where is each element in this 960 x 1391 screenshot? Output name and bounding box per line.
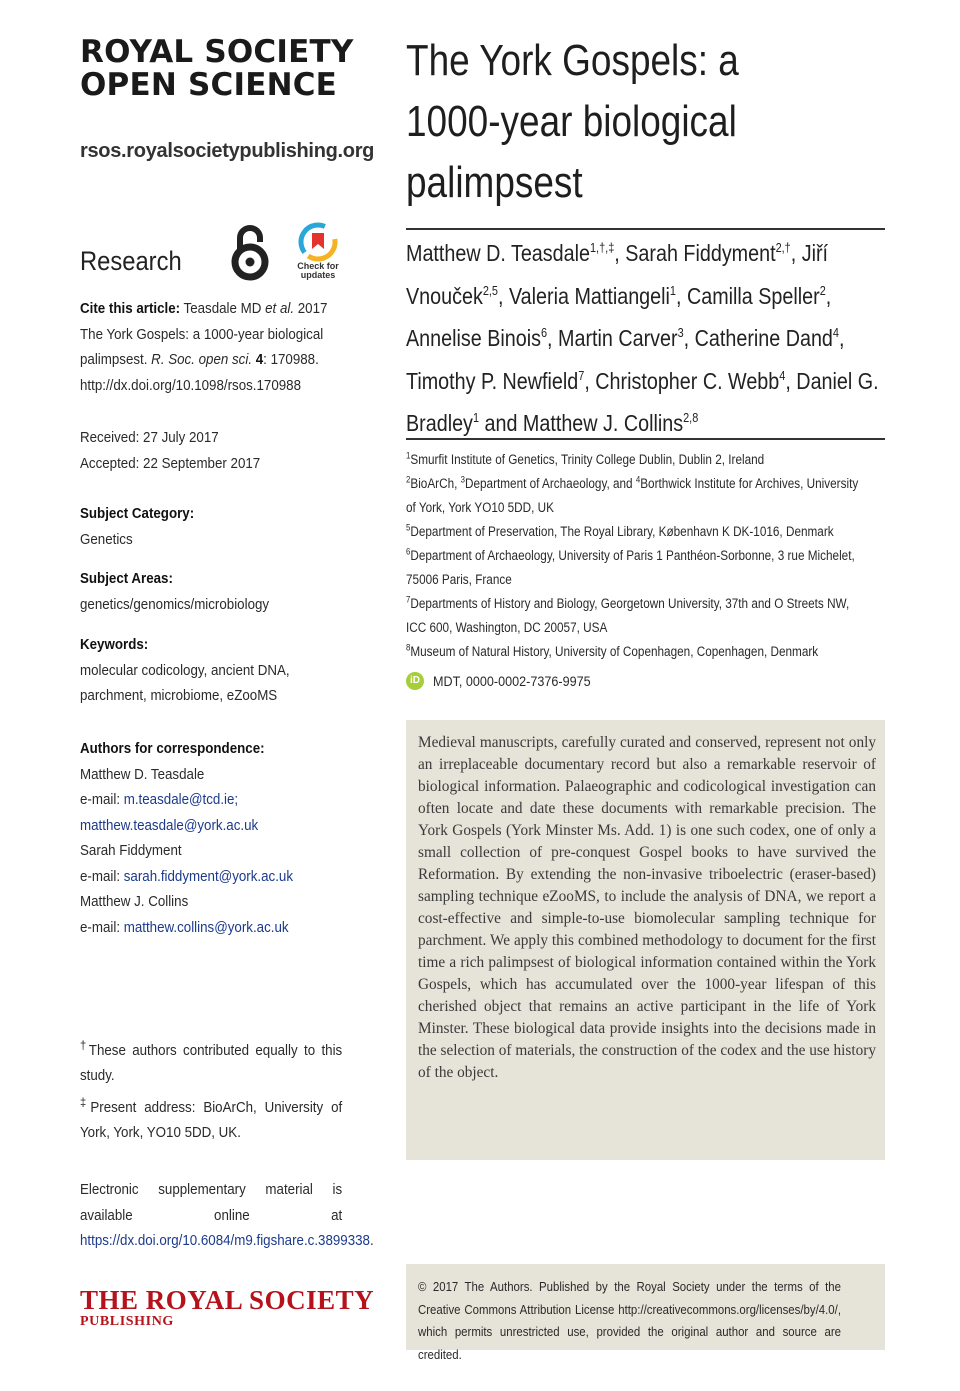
author-affiliation-mark: 7 — [578, 367, 585, 383]
publisher-subname: PUBLISHING — [80, 1314, 174, 1329]
correspondence — [80, 737, 347, 941]
check-updates-icon — [298, 222, 338, 262]
cite-label: Cite this article: — [80, 301, 181, 317]
author-name: Daniel G. Bradley — [406, 367, 879, 436]
affiliation-mark: 7 — [406, 594, 411, 605]
affiliation-5 — [406, 520, 867, 544]
open-access-icon — [229, 222, 271, 282]
publisher-name: THE ROYAL SOCIETY — [80, 1285, 375, 1315]
affiliations — [406, 448, 867, 664]
author-name: Sarah Fiddyment — [625, 240, 776, 266]
author-name: Camilla Speller — [686, 282, 820, 309]
author-name: Annelise Binois — [406, 325, 541, 351]
keywords — [80, 633, 347, 710]
article-dates — [80, 426, 260, 477]
dagger-mark: † — [80, 1038, 89, 1052]
email-prefix: e-mail: — [80, 919, 124, 936]
affiliation-mark: 5 — [406, 522, 411, 533]
affiliation-text: BioArCh, — [410, 476, 461, 491]
cite-volume: 4 — [252, 352, 264, 368]
email-link[interactable]: m.teasdale@tcd.ie; — [123, 792, 239, 808]
affiliation-mark: 8 — [406, 642, 411, 653]
title-line-3: palimpsest — [406, 158, 583, 207]
check-updates-label-2: updates — [300, 270, 336, 280]
affiliation-8 — [406, 640, 867, 664]
cite-doi-link[interactable]: http://dx.doi.org/10.1098/rsos.170988 — [80, 377, 302, 394]
author-separator: , — [838, 325, 845, 351]
check-for-updates-badge[interactable] — [290, 222, 346, 284]
author-separator: , — [825, 282, 832, 309]
affiliation-2-3-4 — [406, 472, 867, 520]
subject-areas-value: genetics/genomics/microbiology — [80, 596, 270, 613]
author-email-row — [80, 865, 347, 891]
cite-number: : 170988. — [263, 352, 319, 368]
author-separator: , — [498, 282, 509, 309]
author-separator: , — [547, 325, 559, 351]
title-divider — [406, 228, 885, 230]
author-name: Timothy P. Newfield — [406, 367, 579, 394]
author-affiliation-mark: 1,†,‡ — [589, 240, 615, 256]
author-name: Jiří Vnouček — [406, 240, 829, 309]
author-name: Martin Carver — [558, 325, 678, 351]
author-name: Valeria Mattiangeli — [508, 282, 670, 309]
author-separator: , — [683, 325, 695, 351]
affiliation-1 — [406, 448, 867, 472]
cite-etal: et al. — [265, 301, 295, 317]
author-separator: , — [785, 367, 797, 394]
email-prefix: e-mail: — [80, 868, 124, 885]
affiliation-6 — [406, 544, 867, 592]
cite-authors: Teasdale MD — [180, 301, 266, 317]
author-affiliation-mark: 4 — [779, 367, 786, 383]
author-affiliation-mark: 2 — [819, 282, 826, 298]
affiliation-text: Smurfit Institute of Genetics, Trinity College Dublin, Dublin 2, Ireland — [410, 452, 765, 467]
email-link[interactable]: matthew.teasdale@york.ac.uk — [80, 817, 259, 834]
author-separator: , — [614, 240, 626, 266]
author-affiliation-mark: 4 — [832, 325, 839, 341]
author-email-row — [80, 916, 347, 942]
author-name: Matthew J. Collins — [522, 410, 684, 436]
footnote-equal-contribution — [80, 1033, 342, 1090]
affiliation-mark: 6 — [406, 546, 411, 557]
author-name: Sarah Fiddyment — [80, 843, 182, 859]
author-affiliation-mark: 1 — [669, 282, 676, 298]
author-name: Matthew J. Collins — [80, 894, 189, 910]
ddagger-text: Present address: BioArCh, University of York, York, YO10 5DD, UK. — [80, 1099, 343, 1142]
affiliation-text: Department of Archaeology, University of Paris 1 Panthéon-Sorbonne, 3 rue Michelet, 75006 Paris, France — [406, 548, 855, 587]
affiliation-mark: 3 — [460, 474, 465, 485]
supplementary-material — [80, 1178, 374, 1255]
author-separator: and — [479, 410, 523, 436]
email-link[interactable]: matthew.collins@york.ac.uk — [123, 919, 289, 936]
author-separator: , — [584, 367, 596, 394]
footnote-present-address — [80, 1090, 342, 1147]
cite-this-article — [80, 297, 347, 399]
author-affiliation-mark: 2,5 — [482, 282, 499, 298]
subject-category-value: Genetics — [80, 531, 133, 548]
footnotes — [80, 1033, 342, 1147]
check-updates-label-1: Check for — [297, 261, 339, 271]
authors-divider — [406, 438, 885, 440]
author-name: Matthew D. Teasdale — [406, 240, 590, 266]
affiliation-text: Departments of History and Biology, Georgetown University, 37th and O Streets NW, ICC 600, Washington, DC 20057, USA — [406, 596, 850, 635]
journal-url-link[interactable]: rsos.royalsocietypublishing.org — [80, 140, 375, 162]
author-email-row — [80, 788, 347, 814]
author-affiliation-mark: 3 — [677, 325, 684, 341]
subject-category-label: Subject Category: — [80, 506, 195, 522]
affiliation-text: Department of Archaeology, and — [464, 476, 636, 491]
author-name: Matthew D. Teasdale — [80, 766, 205, 783]
journal-name-line2: OPEN SCIENCE — [80, 67, 338, 103]
license-text: © 2017 The Authors. Published by the Royal Society under the terms of the Creative Commons Attribution License http://creativecommons.org/licenses/by/4.0/, which permits unrestricted use, provided the original author and source are credited. — [418, 1280, 841, 1362]
dagger-text: These authors contributed equally to this study. — [80, 1042, 343, 1085]
received-date: Received: 27 July 2017 — [80, 430, 219, 446]
article-title — [406, 30, 809, 213]
affiliation-text: Borthwick Institute for Archives, University of York, York YO10 5DD, UK — [406, 476, 859, 515]
abstract-text: Medieval manuscripts, carefully curated and conserved, represent not only an irreplaceable documentary record but also a remarkable reservoir of biological information. Palaeographic and codicological investigation can often locate and date these documents with remarkable precision. The York Gospels (York Minster Ms. Add. 1) is one such codex, one of only a small collection of pre-conquest Gospel books to have survived the Reformation. By extending the non-invasive triboelectric (eraser-based) sampling technique eZooMS, to include the analysis of DNA, we report a cost-effective and simple-to-use biomolecular sampling technique for parchment. We apply this combined methodology to document for the first time a rich palimpsest of biological information contained within the York Gospels, which has accumulated over the 1000-year lifespan of this cherished object that remains an active participant in the life of York Minster. These biological data provide insights into the decisions made in the selection of materials, the construction of the codex and the use history of the object. — [418, 734, 876, 1081]
correspondence-label: Authors for correspondence: — [80, 741, 265, 757]
orcid-text: MDT, 0000-0002-7376-9975 — [433, 673, 591, 689]
journal-name — [80, 36, 353, 102]
subject-category — [80, 502, 194, 553]
author-affiliation-mark: 6 — [540, 325, 548, 341]
author-affiliation-mark: 2,8 — [683, 410, 699, 426]
esm-link[interactable]: https://dx.doi.org/10.6084/m9.figshare.c.3899338 — [80, 1233, 370, 1249]
affiliation-mark: 1 — [406, 450, 411, 461]
author-affiliation-mark: 2,† — [775, 240, 791, 256]
ddagger-mark: ‡ — [80, 1094, 91, 1109]
author-name: Catherine Dand — [694, 325, 833, 351]
esm-text: Electronic supplementary material is available online at — [80, 1182, 343, 1224]
affiliation-7 — [406, 592, 867, 640]
email-link[interactable]: sarah.fiddyment@york.ac.uk — [123, 868, 293, 885]
author-affiliation-mark: 1 — [472, 410, 480, 426]
royal-society-publishing-logo — [80, 1286, 374, 1330]
affiliation-mark: 2 — [406, 474, 411, 485]
title-line-1: The York Gospels: a — [406, 36, 739, 85]
author-name: Christopher C. Webb — [595, 367, 780, 394]
orcid-icon: iD — [406, 672, 424, 690]
cite-text: 2017 The York Gospels: a 1000-year biological palimpsest. — [80, 301, 328, 368]
keywords-value: molecular codicology, ancient DNA, parchment, microbiome, eZooMS — [80, 662, 290, 704]
accepted-date: Accepted: 22 September 2017 — [80, 455, 261, 472]
cite-journal: R. Soc. open sci. — [151, 352, 253, 368]
article-type: Research — [80, 246, 182, 276]
affiliation-text: Museum of Natural History, University of Copenhagen, Copenhagen, Denmark — [410, 644, 819, 659]
subject-areas — [80, 567, 269, 618]
affiliation-mark: 4 — [635, 474, 641, 485]
orcid-row[interactable] — [406, 672, 608, 690]
author-list — [406, 232, 885, 445]
journal-name-line1: ROYAL SOCIETY — [80, 34, 354, 70]
subject-areas-label: Subject Areas: — [80, 571, 173, 587]
title-line-2: 1000-year biological — [406, 97, 737, 146]
email-prefix: e-mail: — [80, 792, 124, 808]
esm-end: . — [369, 1233, 374, 1249]
keywords-label: Keywords: — [80, 637, 149, 653]
author-separator: , — [790, 240, 802, 266]
author-separator: , — [675, 282, 687, 309]
affiliation-text: Department of Preservation, The Royal Library, København K DK-1016, Denmark — [410, 524, 834, 539]
